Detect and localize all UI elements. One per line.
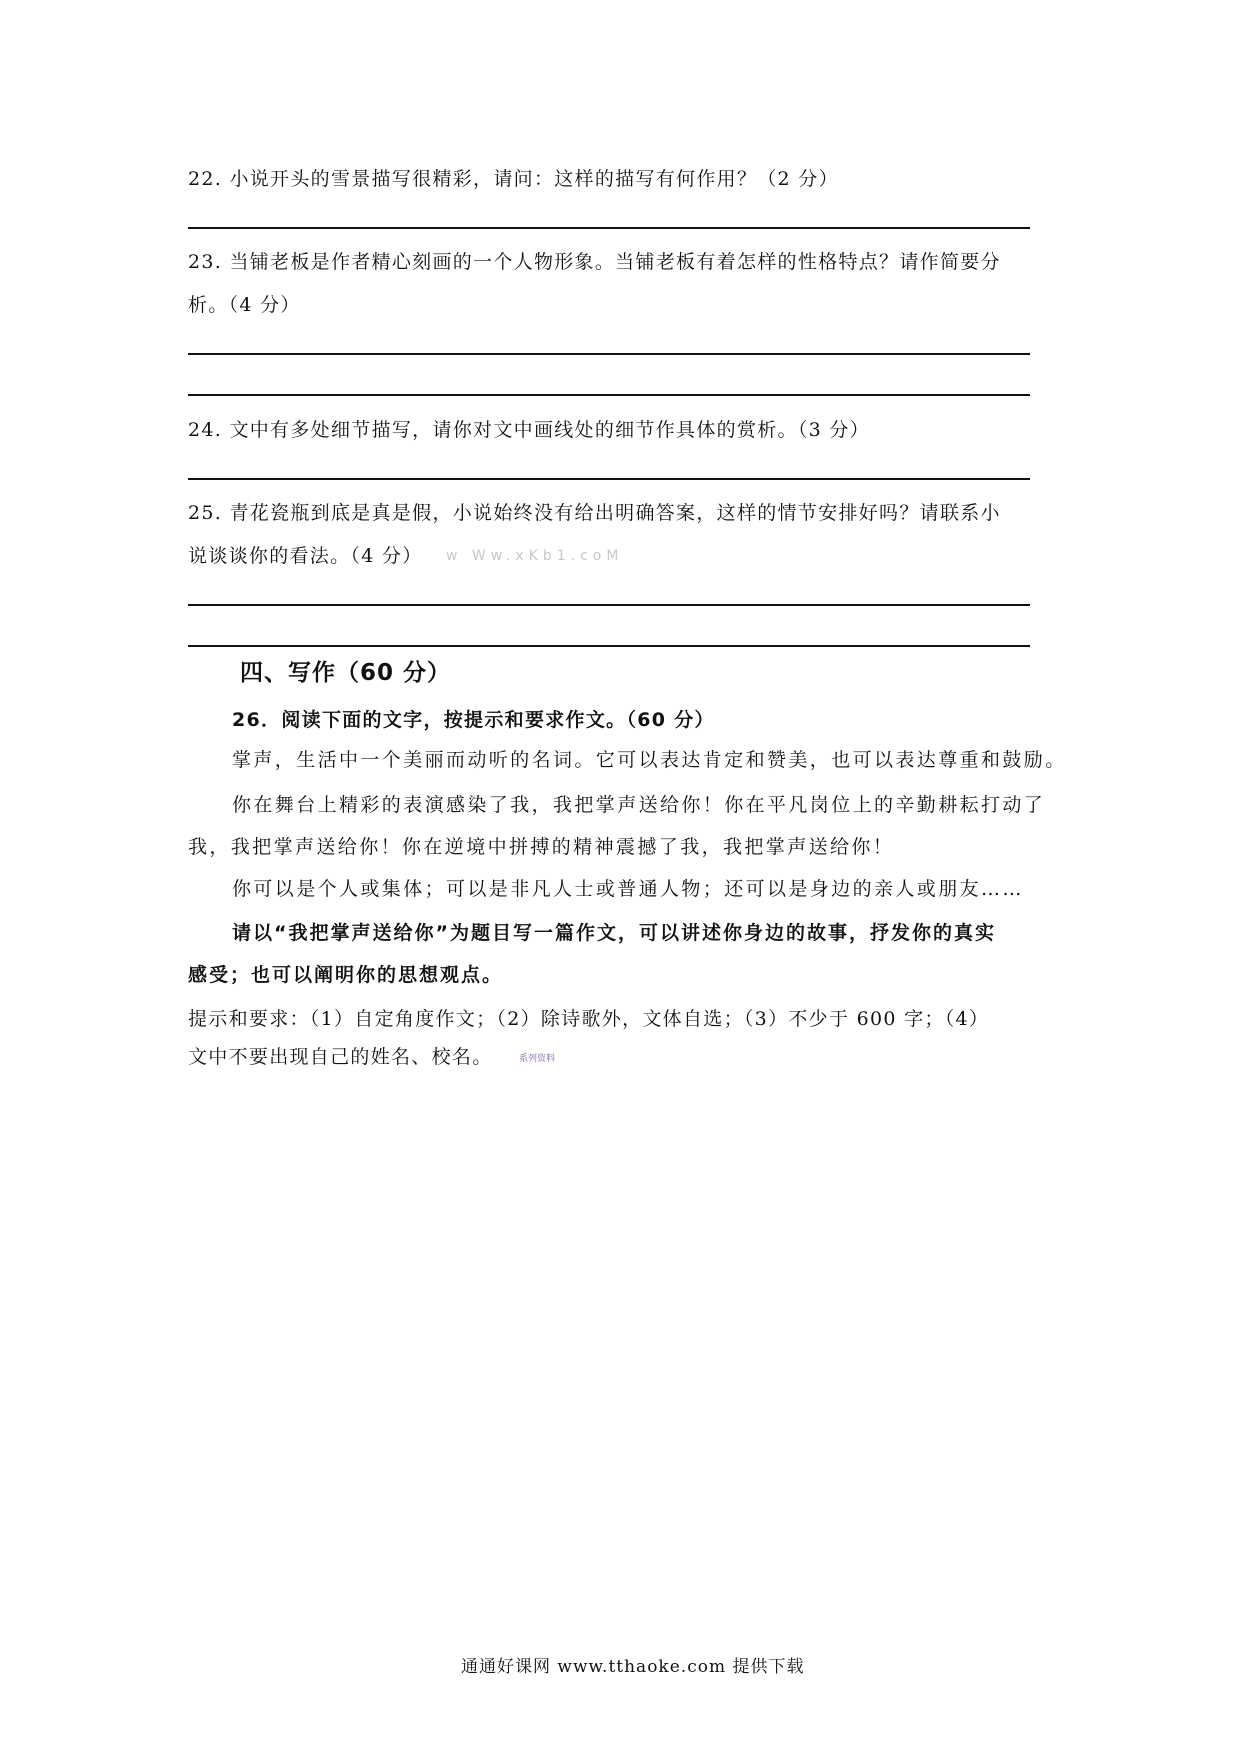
answer-line [188, 478, 1030, 480]
source-mark: 系列资料 [519, 1054, 556, 1064]
section-title: 四、写作（60 分） [240, 660, 452, 686]
answer-line [188, 645, 1030, 647]
question-25-line1: 25. 青花瓷瓶到底是真是假，小说始终没有给出明确答案，这样的情节安排好吗？请联系小 [188, 502, 1001, 524]
task-line-2: 感受；也可以阐明你的思想观点。 [188, 964, 504, 986]
question-24: 24. 文中有多处细节描写，请你对文中画线处的细节作具体的赏析。（3 分） [188, 419, 870, 441]
answer-line [188, 394, 1030, 396]
task-line-1: 请以“我把掌声送给你”为题目写一篇作文，可以讲述你身边的故事，抒发你的真实 [232, 922, 996, 944]
watermark-text: w Ww.xKb1.coM [446, 548, 624, 564]
prompt-paragraph-3: 你可以是个人或集体；可以是非凡人士或普通人物；还可以是身边的亲人或朋友…… [232, 878, 1024, 900]
question-25-line2: 说谈谈你的看法。（4 分） [188, 545, 423, 567]
hints-line-2: 文中不要出现自己的姓名、校名。 [188, 1046, 493, 1068]
question-22: 22. 小说开头的雪景描写很精彩，请问：这样的描写有何作用？（2 分） [188, 168, 839, 190]
question-23-line1: 23. 当铺老板是作者精心刻画的一个人物形象。当铺老板有着怎样的性格特点？请作简要分 [188, 251, 1001, 273]
question-23-line2: 析。（4 分） [188, 294, 301, 316]
question-26-heading: 26．阅读下面的文字，按提示和要求作文。（60 分） [232, 709, 715, 731]
hints-line-1: 提示和要求：（1）自定角度作文；（2）除诗歌外，文体自选；（3）不少于 600 字；（4） [188, 1008, 990, 1030]
answer-line [188, 604, 1030, 606]
page-footer: 通通好课网 www.tthaoke.com 提供下载 [461, 1657, 805, 1677]
answer-line [188, 227, 1030, 229]
prompt-paragraph-1: 掌声，生活中一个美丽而动听的名词。它可以表达肯定和赞美，也可以表达尊重和鼓励。 [232, 749, 1067, 771]
prompt-paragraph-2-line2: 我，我把掌声送给你！你在逆境中拼搏的精神震撼了我，我把掌声送给你！ [188, 836, 895, 858]
prompt-paragraph-2-line1: 你在舞台上精彩的表演感染了我，我把掌声送给你！你在平凡岗位上的辛勤耕耘打动了 [232, 794, 1046, 816]
answer-line [188, 353, 1030, 355]
